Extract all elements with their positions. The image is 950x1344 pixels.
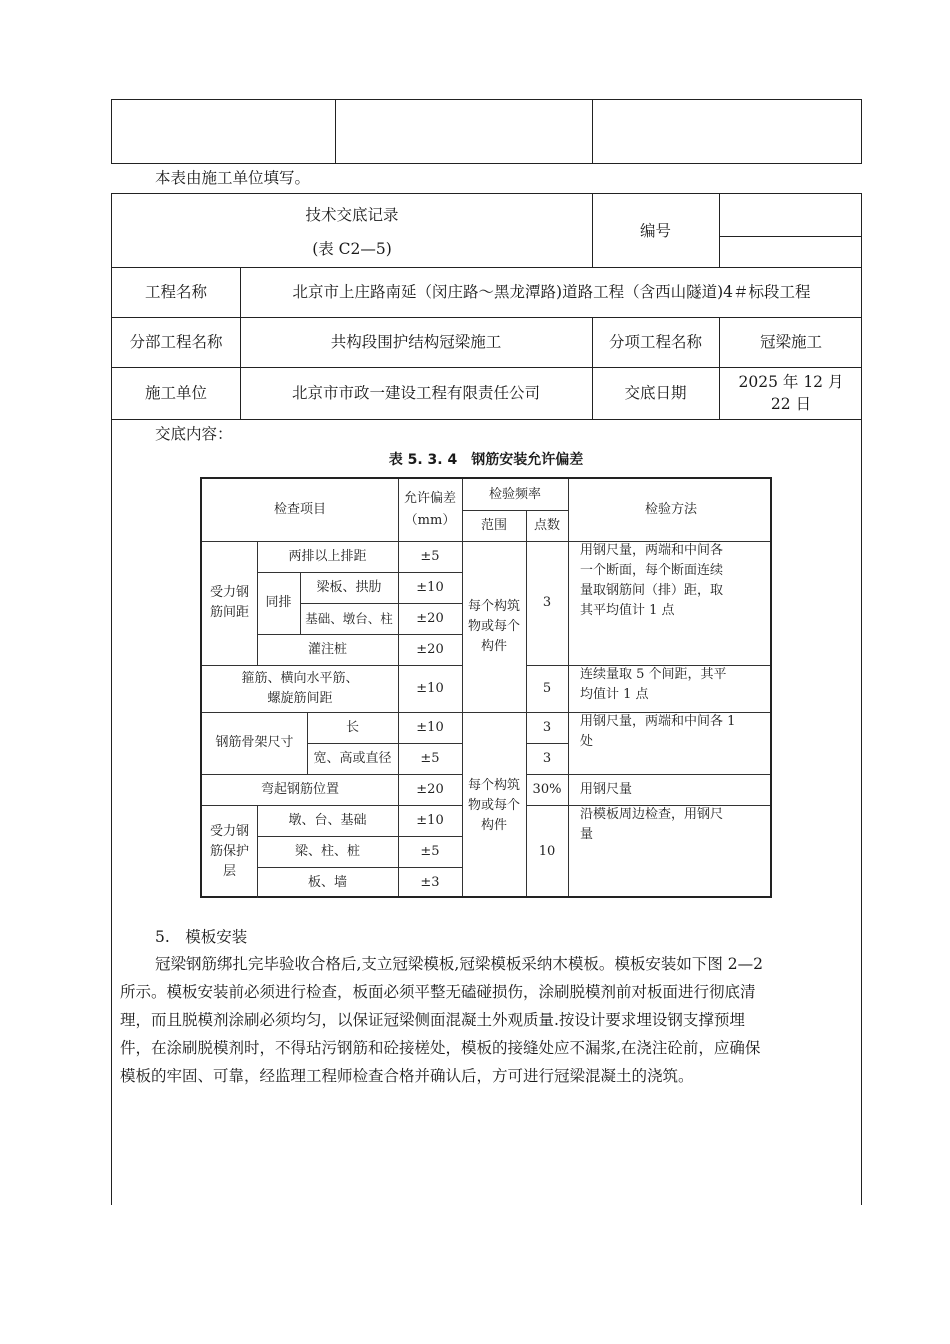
- table-divider: [335, 100, 336, 163]
- header-method: 检验方法: [644, 502, 697, 517]
- scope-l3: 构件: [480, 638, 507, 654]
- spacing-group-label: [202, 541, 257, 665]
- method-l1: 用钢尺量，两端和中间各 1: [580, 714, 736, 729]
- header-scope: 范围: [480, 517, 507, 533]
- contractor-value: 北京市市政一建设工程有限责任公司: [291, 384, 540, 402]
- stirrup-item: [202, 665, 398, 712]
- sub-project-value: 共构段围护结构冠梁施工: [330, 333, 502, 351]
- bent-item: 弯起钢筋位置: [260, 781, 339, 797]
- stirrup-l1: 箍筋、横向水平筋、: [241, 670, 359, 686]
- date-line2: 22 日: [770, 395, 812, 413]
- length-item: 长: [345, 719, 359, 735]
- fill-note: 本表由施工单位填写。: [155, 169, 311, 187]
- method-l3: 量取钢筋间（排）距，取: [580, 583, 724, 598]
- tolerance-value: ±20: [416, 641, 444, 657]
- scope-l1: 每个构筑: [467, 778, 520, 793]
- para-line5: 模板的牢固、可靠，经监理工程师检查合格并确认后，方可进行冠梁混凝土的浇筑。: [120, 1067, 694, 1085]
- item-project-label: 分项工程名称: [608, 333, 702, 351]
- para-line2: 所示。模板安装前必须进行检查，板面必须平整无磕碰损伤，涂刷脱模剂前对板面进行彻底清: [120, 983, 756, 1001]
- header-tolerance-l2: （mm）: [404, 513, 456, 528]
- rebar-tolerance-table: [200, 477, 772, 898]
- method-l1: 沿模板周边检查，用钢尺: [580, 807, 724, 822]
- beam-arch-item: 梁板、拱肋: [316, 579, 382, 595]
- method-l2: 处: [580, 734, 594, 749]
- method-value: [580, 541, 770, 665]
- tolerance-value: ±10: [416, 579, 444, 595]
- cover-group-label: [202, 805, 257, 898]
- same-row-item: 同排: [265, 595, 292, 610]
- method-value: [580, 665, 770, 712]
- points-value: 3: [542, 719, 552, 735]
- tolerance-value: ±5: [420, 750, 440, 766]
- cover-label-l2: 筋保护: [209, 843, 249, 859]
- points-value: 10: [538, 843, 556, 859]
- section-heading: 5. 模板安装: [155, 928, 248, 946]
- spec-table-title: 表 5. 3. 4 钢筋安装允许偏差: [388, 452, 584, 468]
- grid-line: [568, 479, 569, 896]
- method-value: 用钢尺量: [580, 781, 633, 797]
- para-line1: 冠梁钢筋绑扎完毕验收合格后,支立冠梁模板,冠梁模板采纳木模板。模板安装如下图 2—2: [155, 955, 764, 973]
- spacing-label-l2: 筋间距: [209, 605, 249, 620]
- method-l2: 一个断面，每个断面连续: [580, 563, 724, 578]
- tolerance-value: ±10: [416, 680, 444, 696]
- two-rows-item: 两排以上排距: [288, 548, 367, 564]
- scope-l2: 物或每个: [467, 618, 520, 634]
- method-value: [580, 712, 770, 774]
- stirrup-l2: 螺旋筋间距: [267, 690, 333, 706]
- foundation-item: 基础、墩台、柱: [305, 610, 393, 626]
- pier-item: 墩、台、基础: [288, 812, 367, 828]
- tolerance-value: ±10: [416, 812, 444, 828]
- header-frequency: 检验频率: [488, 486, 541, 502]
- header-points: 点数: [533, 517, 560, 533]
- header-item: 检查项目: [273, 502, 326, 517]
- scope-l1: 每个构筑: [467, 598, 520, 614]
- width-item: 宽、高或直径: [313, 750, 392, 766]
- points-value: 30%: [532, 781, 562, 797]
- tolerance-value: ±10: [416, 719, 444, 735]
- slab-item: 板、墙: [307, 874, 347, 890]
- method-l4: 其平均值计 1 点: [580, 603, 675, 618]
- form-title: 技术交底记录: [305, 206, 399, 224]
- para-line3: 理，而且脱模剂涂刷必须均匀，以保证冠梁侧面混凝土外观质量.按设计要求埋设钢支撑预埋: [120, 1011, 745, 1029]
- item-project-value: 冠梁施工: [759, 333, 822, 351]
- points-value: 3: [542, 595, 552, 610]
- header-tolerance: [398, 479, 462, 541]
- method-l2: 均值计 1 点: [580, 687, 649, 702]
- tolerance-value: ±3: [420, 874, 440, 890]
- scope-l2: 物或每个: [467, 798, 520, 813]
- number-label: 编号: [639, 221, 671, 240]
- top-residual-table: [111, 99, 862, 164]
- header-tolerance-l1: 允许偏差: [403, 491, 456, 506]
- sub-project-label: 分部工程名称: [129, 333, 223, 351]
- method-l1: 连续量取 5 个间距，其平: [580, 667, 727, 682]
- pile-item: 灌注桩: [307, 641, 347, 657]
- cover-label-l3: 层: [222, 863, 236, 879]
- scope-value: [462, 541, 526, 712]
- method-l2: 量: [580, 827, 594, 842]
- content-label: 交底内容：: [155, 425, 233, 443]
- spacing-label-l1: 受力钢: [209, 585, 249, 600]
- contractor-label: 施工单位: [144, 384, 207, 402]
- points-value: 5: [542, 680, 552, 696]
- points-value: 3: [542, 750, 552, 766]
- scope-l3: 构件: [480, 818, 507, 833]
- project-name-label: 工程名称: [144, 283, 207, 301]
- tolerance-value: ±5: [420, 548, 440, 564]
- para-line4: 件，在涂刷脱模剂时，不得玷污钢筋和砼接槎处，模板的接缝处应不漏浆,在浇注砼前，应确保: [120, 1039, 761, 1057]
- date-line1: 2025 年 12 月: [738, 373, 844, 391]
- tolerance-value: ±20: [416, 610, 444, 626]
- number-value: [719, 194, 863, 236]
- tolerance-value: ±5: [420, 843, 440, 859]
- date-value: [719, 367, 863, 419]
- section-paragraph: [120, 950, 850, 978]
- scope-value: [462, 712, 526, 900]
- cover-label-l1: 受力钢: [209, 823, 249, 839]
- row-divider: [112, 419, 861, 420]
- table-divider: [592, 100, 593, 163]
- beam-item: 梁、柱、桩: [294, 843, 360, 859]
- tolerance-value: ±20: [416, 781, 444, 797]
- method-l1: 用钢尺量，两端和中间各: [580, 543, 724, 558]
- number-split: [719, 236, 861, 237]
- form-code: (表 C2—5): [312, 240, 392, 258]
- project-name-value: 北京市上庄路南延（闵庄路～黑龙潭路)道路工程（含西山隧道)4＃标段工程: [292, 283, 811, 301]
- skeleton-item: 钢筋骨架尺寸: [215, 735, 294, 750]
- date-label: 交底日期: [624, 384, 687, 402]
- method-value: [580, 805, 770, 898]
